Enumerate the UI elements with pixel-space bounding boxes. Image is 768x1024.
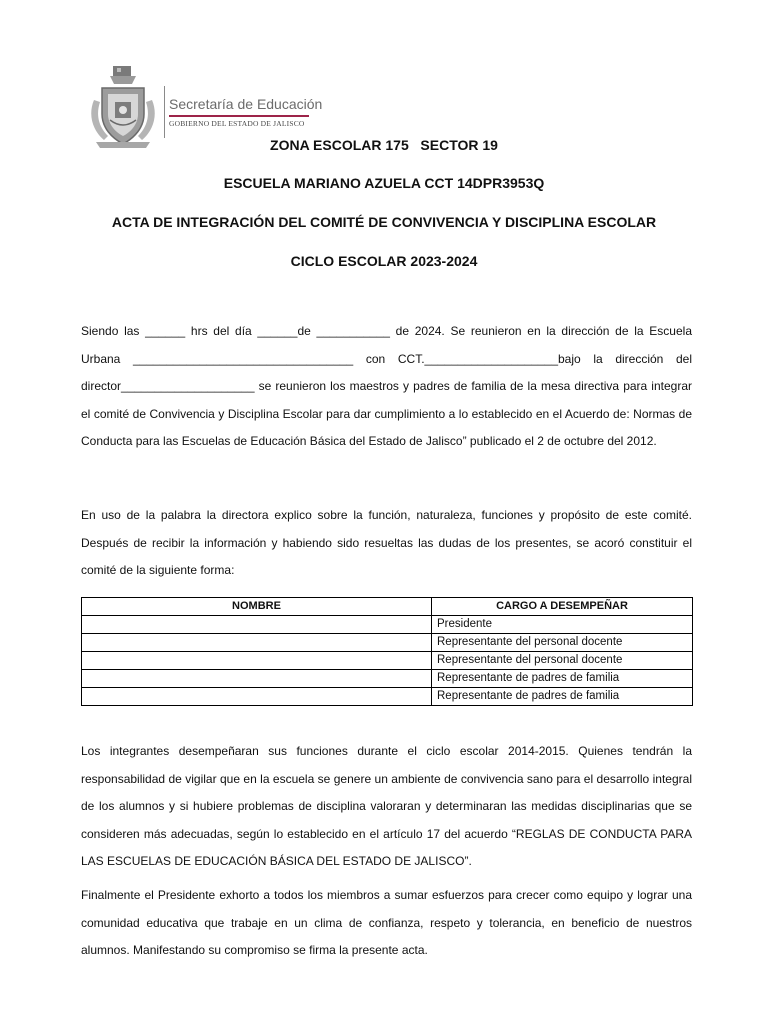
role-cell: Representante de padres de familia <box>432 670 693 688</box>
letterhead-logo <box>88 64 323 148</box>
name-cell[interactable] <box>82 616 432 634</box>
header-role: CARGO A DESEMPEÑAR <box>432 598 693 616</box>
coat-of-arms-icon <box>88 64 158 148</box>
logo-subtitle: GOBIERNO DEL ESTADO DE JALISCO <box>169 119 305 128</box>
role-cell: Presidente <box>432 616 693 634</box>
role-cell: Representante de padres de familia <box>432 688 693 706</box>
act-title: ACTA DE INTEGRACIÓN DEL COMITÉ DE CONVIVENCIA Y DISCIPLINA ESCOLAR <box>111 214 657 230</box>
role-cell: Representante del personal docente <box>432 634 693 652</box>
name-cell[interactable] <box>82 688 432 706</box>
header-name: NOMBRE <box>82 598 432 616</box>
name-cell[interactable] <box>82 634 432 652</box>
table-header-row <box>82 598 693 616</box>
table-row <box>82 616 693 634</box>
role-cell: Representante del personal docente <box>432 652 693 670</box>
table-row <box>82 634 693 652</box>
committee-table <box>81 597 693 706</box>
table-row <box>82 652 693 670</box>
school-title: ESCUELA MARIANO AZUELA CCT 14DPR3953Q <box>223 175 545 191</box>
closing-paragraph: Finalmente el Presidente exhorto a todos los miembros a sumar esfuerzos para crecer como equipo y lograr una comunidad educativa que trabaje en un clima de confianza, respeto y tolerancia, en beneficio de nuestros alumnos. Manifestando su compromiso se firma la presente acta. <box>81 888 692 957</box>
table-row <box>82 670 693 688</box>
intro-paragraph: Siendo las ______ hrs del día ______de ___________ de 2024. Se reunieron en la dirección de la Escuela Urbana _________________________________ con CCT.____________________bajo la dirección del director____________________ se reunieron los maestros y padres de familia de la mesa directiva para integrar el comité de Convivencia y Disciplina Escolar para dar cumplimiento a lo establecido en el Acuerdo de: Normas de Conducta para las Escuelas de Educación Básica del Estado de Jalisco” publicado el 2 de octubre del 2012. <box>81 324 692 448</box>
name-cell[interactable] <box>82 670 432 688</box>
table-row <box>82 688 693 706</box>
zone-title: ZONA ESCOLAR 175 SECTOR 19 <box>270 137 498 153</box>
duties-paragraph: Los integrantes desempeñaran sus funciones durante el ciclo escolar 2014-2015. Quienes tendrán la responsabilidad de vigilar que en la escuela se genere un ambiente de convivencia sano para el desarrollo integral de los alumnos y si hubiere problemas de disciplina valoraran y determinaran las medidas disciplinarias que se consideren más adecuadas, según lo establecido en el artículo 17 del acuerdo “REGLAS DE CONDUCTA PARA LAS ESCUELAS DE EDUCACIÓN BÁSICA DEL ESTADO DE JALISCO”. <box>81 744 692 868</box>
logo-title: Secretaría de Educación <box>169 96 323 112</box>
explanation-paragraph: En uso de la palabra la directora explico sobre la función, naturaleza, funciones y propósito de este comité. Después de recibir la información y habiendo sido resueltas las dudas de los presentes, se acoró constituir el comité de la siguiente forma: <box>81 508 692 577</box>
name-cell[interactable] <box>82 652 432 670</box>
cycle-title: CICLO ESCOLAR 2023-2024 <box>290 253 478 269</box>
logo-divider <box>164 86 165 138</box>
logo-rule <box>169 115 309 117</box>
